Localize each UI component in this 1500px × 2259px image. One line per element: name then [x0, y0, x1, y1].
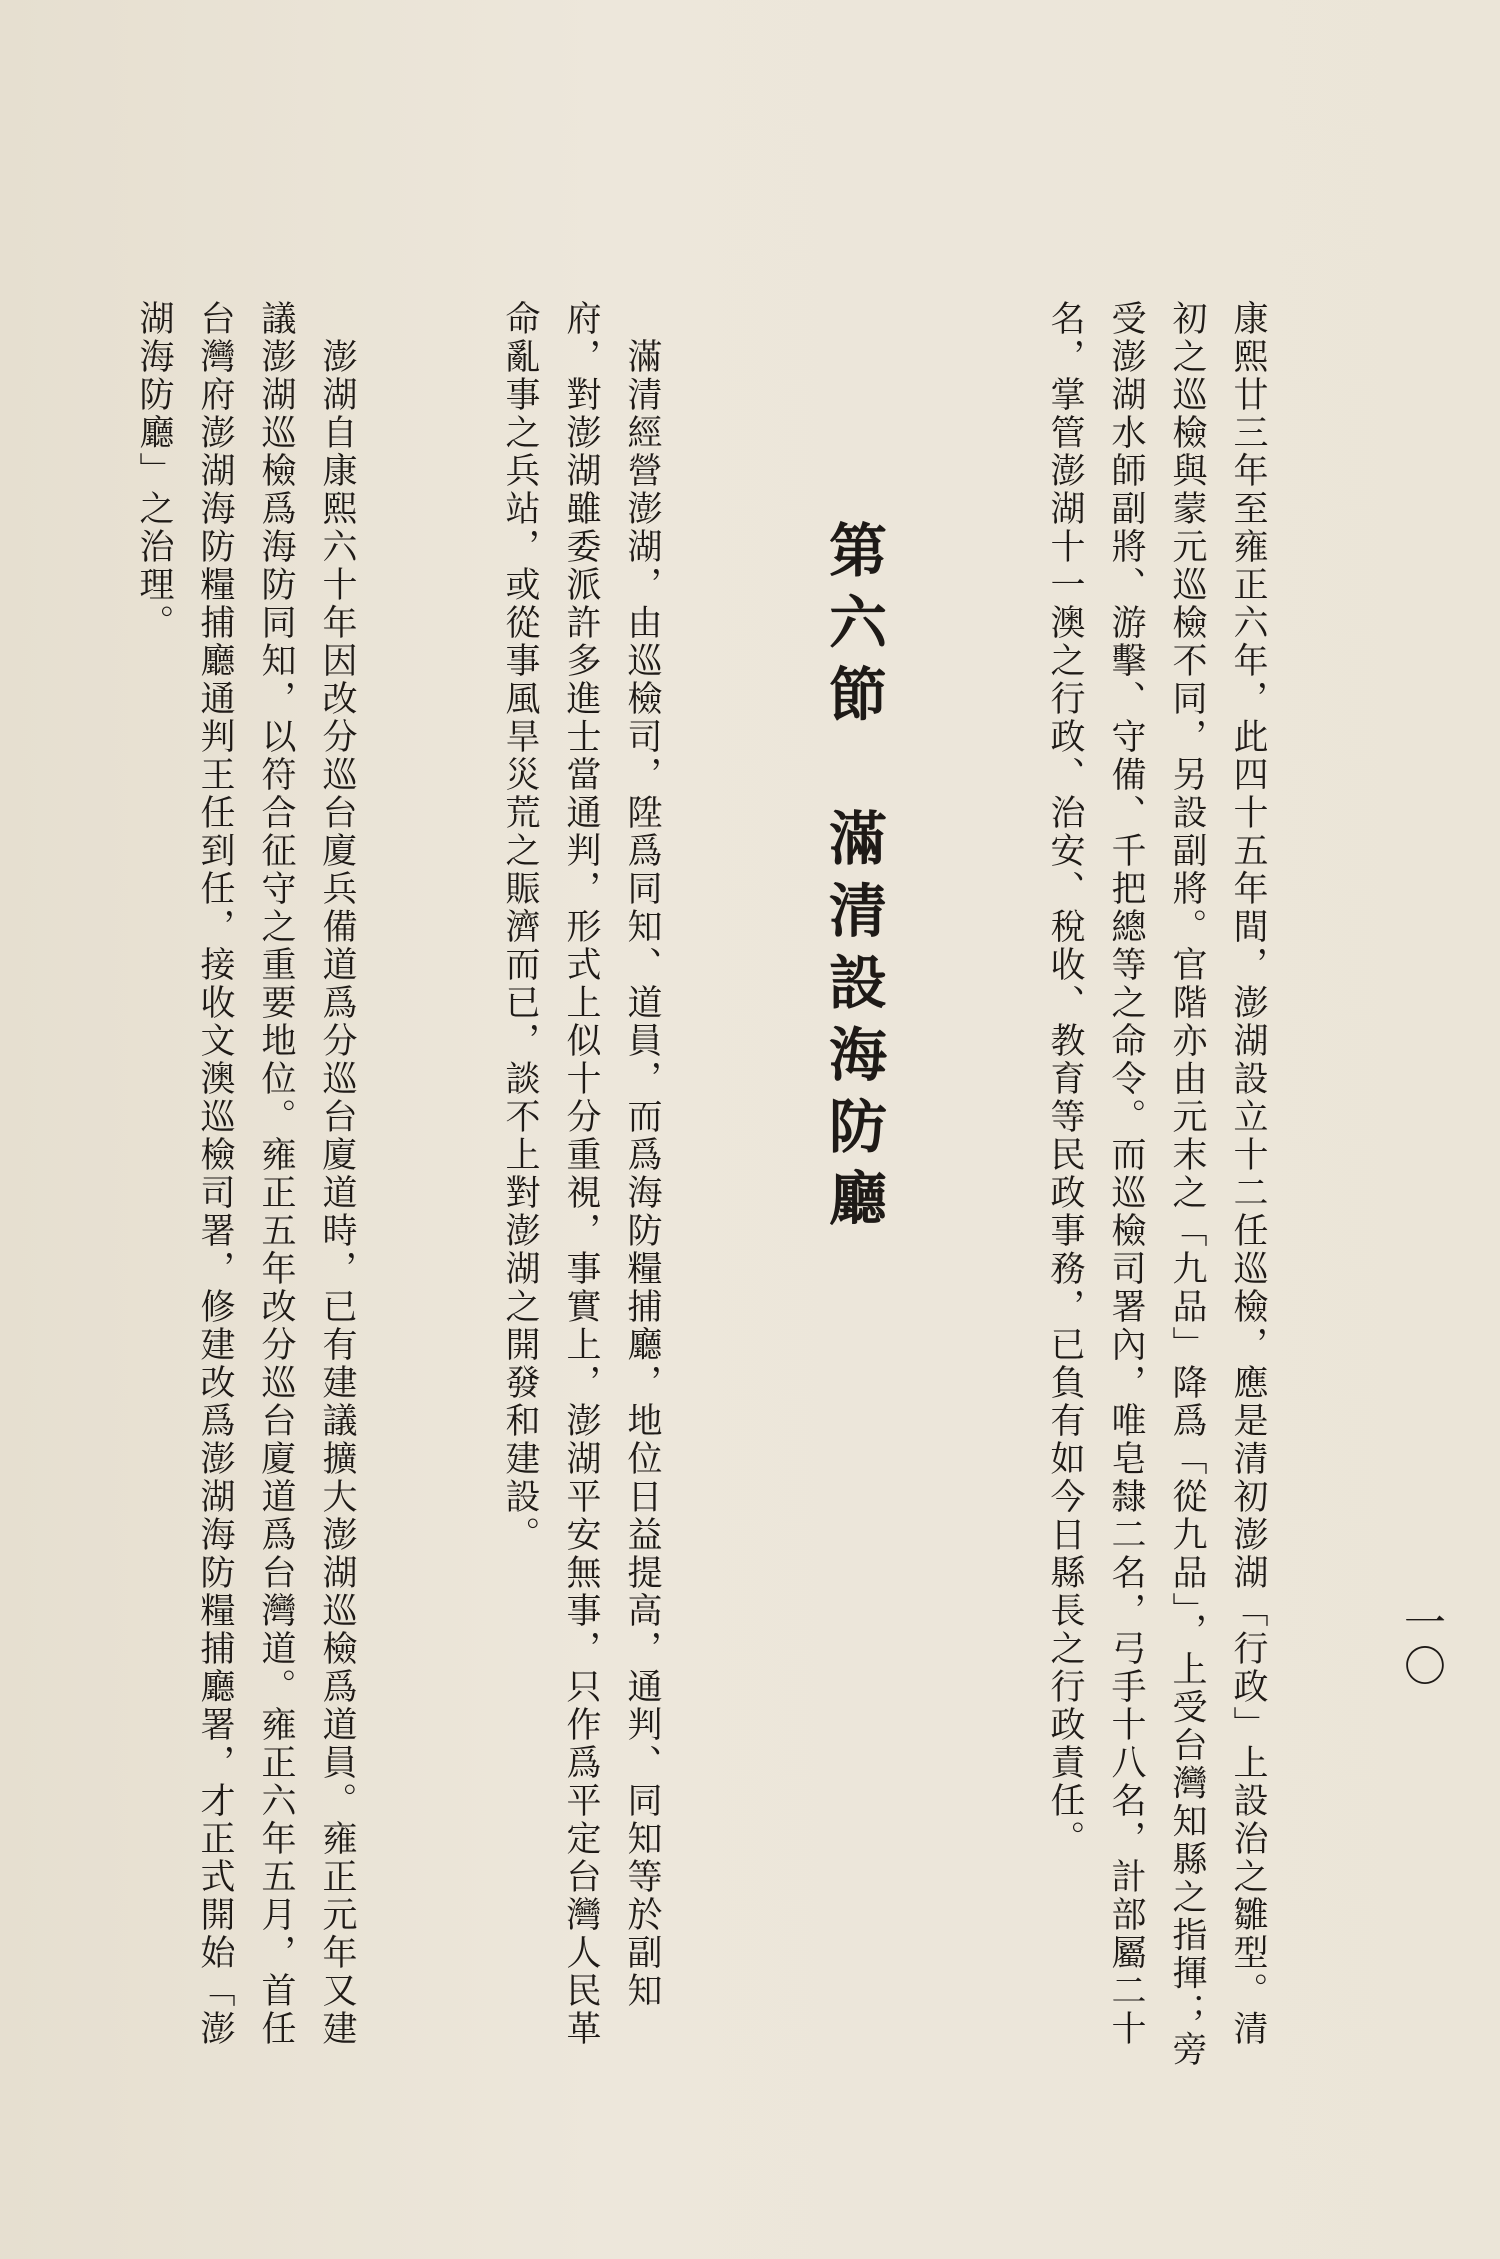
section-title: 第六節 滿清設海防廳	[819, 520, 887, 1240]
paragraph-kangxi-patrol: 康熙廿三年至雍正六年，此四十五年間，澎湖設立十二任巡檢，應是清初澎湖「行政」上設治之雛型。清初之巡檢與蒙元巡檢不同，另設副將。官階亦由元末之「九品」降爲「從九品」，上受台灣知縣之指揮；旁受澎湖水師副將、游擊、守備、千把總等之命令。而巡檢司署內，唯皂隸二名，弓手十八名，計部屬二十名，掌管澎湖十一澳之行政、治安、稅收、教育等民政事務，已負有如今日縣長之行政責任。	[1045, 300, 1268, 2069]
page-number: 一〇	[1398, 1600, 1447, 1688]
subsection-title-1	[0, 300, 1, 2080]
paragraph-qing-management: 滿清經營澎湖，由巡檢司，陞爲同知、道員，而爲海防糧捕廳，地位日益提高，通判、同知等於副知府，對澎湖雖委派許多進士當通判，形式上似十分重視，事實上，澎湖平安無事，只作爲平定台灣人民革命亂事之兵站，或從事風旱災荒之賑濟而已，談不上對澎湖之開發和建設。	[500, 300, 662, 2048]
paragraph-penghu-history: 澎湖自康熙六十年因改分巡台廈兵備道爲分巡台廈道時，已有建議擴大澎湖巡檢爲道員。雍正元年又建議澎湖巡檢爲海防同知，以符合征守之重要地位。雍正五年改分巡台廈道爲台灣道。雍正六年五月，首任台灣府澎湖海防糧捕廳通判王任到任，接收文澳巡檢司署，修建改爲澎湖海防糧捕廳署，才正式開始「澎湖海防廳」之治理。	[134, 300, 357, 2048]
vertical-text-body	[134, 300, 1400, 2080]
